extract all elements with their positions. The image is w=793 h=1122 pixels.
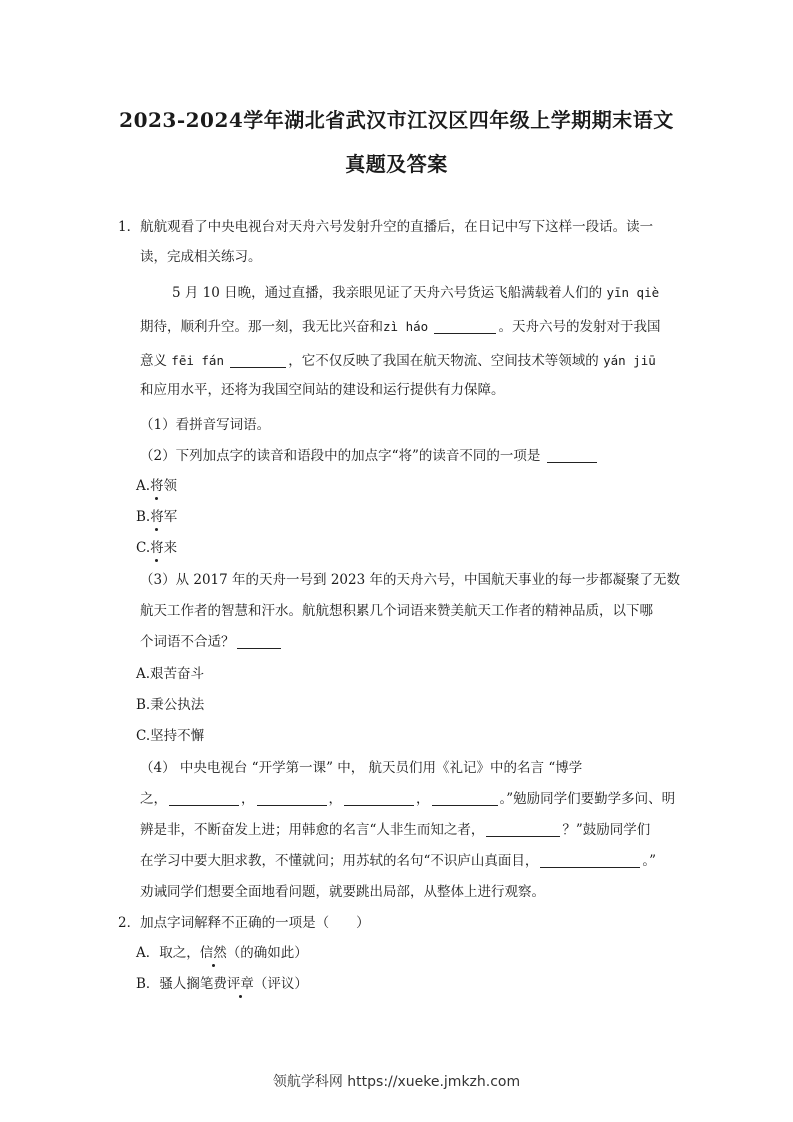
q1-sub4-line4 xyxy=(140,852,656,870)
answer-blank[interactable] xyxy=(344,791,414,806)
dotted-word: 信然 xyxy=(199,945,227,961)
q1-sub2-option-a xyxy=(136,477,177,495)
q1-sub3-line1: （3）从 2017 年的天舟一号到 2023 年的天舟六号，中国航天事业的每一步都凝聚了无数 xyxy=(140,572,680,588)
text: 。” xyxy=(642,853,657,869)
document-title-line1: 2023-2024学年湖北省武汉市江汉区四年级上学期期末语文 xyxy=(119,108,674,132)
q2-option-b xyxy=(136,975,308,993)
passage-text: 期待，顺利升空。那一刻，我无比兴奋和 xyxy=(140,319,383,335)
option-prefix: C. xyxy=(136,540,151,556)
option-text: （的确如此） xyxy=(226,945,308,961)
option-prefix: B．骚人搁笔费 xyxy=(136,976,227,992)
answer-blank[interactable] xyxy=(432,791,498,806)
dotted-word: 评章 xyxy=(226,976,254,992)
pinyin-yinqie: yīn qiè xyxy=(606,285,660,300)
option-prefix: A．取之， xyxy=(136,945,200,961)
pinyin-yanjiu: yán jiū xyxy=(603,353,656,368)
dotted-char: 将 xyxy=(150,478,164,494)
text: ？”鼓励同学们 xyxy=(562,822,651,838)
q2-stem: 2．加点字词解释不正确的一项是（ ） xyxy=(118,915,370,931)
q1-sub2-option-c xyxy=(136,539,177,557)
text: 辨是非，不断奋发上进；用韩愈的名言“人非生而知之者， xyxy=(140,822,485,838)
passage-line1 xyxy=(172,284,659,302)
document-title-line2: 真题及答案 xyxy=(345,152,448,176)
answer-blank[interactable] xyxy=(434,319,496,334)
answer-blank[interactable] xyxy=(230,353,286,368)
q1-sub2-text: （2）下列加点字的读音和语段中的加点字“将”的读音不同的一项是 xyxy=(140,448,541,464)
q1-intro-line2: 读，完成相关练习。 xyxy=(140,249,262,265)
option-text: 军 xyxy=(163,509,178,525)
pinyin-zihao: zì háo xyxy=(383,319,429,334)
passage-text: 意义 xyxy=(140,353,167,369)
page-footer: 领航学科网 https://xueke.jmkzh.com xyxy=(272,1074,521,1090)
passage-line4: 和应用水平，还将为我国空间站的建设和运行提供有力保障。 xyxy=(140,382,505,398)
option-text: 来 xyxy=(163,540,178,556)
passage-line2 xyxy=(140,318,660,336)
q1-sub4-line5: 劝诫同学们想要全面地看问题，就要跳出局部，从整体上进行观察。 xyxy=(140,884,545,900)
q1-sub3-option-b: B.秉公执法 xyxy=(136,697,205,713)
q1-sub3-line3 xyxy=(140,633,283,651)
passage-text: ，它不仅反映了我国在航天物流、空间技术等领域的 xyxy=(288,353,599,369)
option-prefix: B. xyxy=(136,509,151,525)
text: 。”勉励同学们要勤学多问、明 xyxy=(499,791,676,807)
passage-line3 xyxy=(140,352,656,370)
text: 之， xyxy=(140,791,167,807)
q1-sub3-option-c: C.坚持不懈 xyxy=(136,728,205,744)
passage-text: 5 月 10 日晚，通过直播，我亲眼见证了天舟六号货运飞船满载着人们的 xyxy=(172,285,603,301)
comma: ， xyxy=(416,791,430,807)
answer-blank[interactable] xyxy=(540,853,640,868)
comma: ， xyxy=(241,791,255,807)
q1-sub3-option-a: A.艰苦奋斗 xyxy=(136,666,205,682)
q1-sub4-line1: （4） 中央电视台 “开学第一课” 中， 航天员们用《礼记》中的名言 “博学 xyxy=(140,760,583,776)
q1-sub3-text: 个词语不合适？ xyxy=(140,634,235,650)
q1-sub4-line3 xyxy=(140,821,650,839)
option-text: （评议） xyxy=(253,976,308,992)
q1-sub2-option-b xyxy=(136,508,177,526)
answer-blank[interactable] xyxy=(237,634,281,649)
answer-blank[interactable] xyxy=(257,791,327,806)
q1-sub2 xyxy=(140,447,599,465)
q2-option-a xyxy=(136,944,308,962)
option-text: 领 xyxy=(163,478,178,494)
dotted-char: 将 xyxy=(150,540,164,556)
q1-sub1: （1）看拼音写词语。 xyxy=(140,417,271,433)
passage-text: 。天舟六号的发射对于我国 xyxy=(498,319,661,335)
answer-blank[interactable] xyxy=(547,448,597,463)
q1-sub4-line2 xyxy=(140,790,675,808)
q1-sub3-line2: 航天工作者的智慧和汗水。航航想积累几个词语来赞美航天工作者的精神品质，以下哪 xyxy=(140,603,653,619)
option-prefix: A. xyxy=(136,478,151,494)
comma: ， xyxy=(328,791,342,807)
q1-intro-line1: 1．航航观看了中央电视台对天舟六号发射升空的直播后，在日记中写下这样一段话。读一 xyxy=(118,219,654,235)
text: 在学习中要大胆求教，不懂就问；用苏轼的名句“不识庐山真面目， xyxy=(140,853,539,869)
pinyin-feifan: fēi fán xyxy=(171,353,224,368)
answer-blank[interactable] xyxy=(169,791,239,806)
answer-blank[interactable] xyxy=(486,822,560,837)
dotted-char: 将 xyxy=(150,509,164,525)
